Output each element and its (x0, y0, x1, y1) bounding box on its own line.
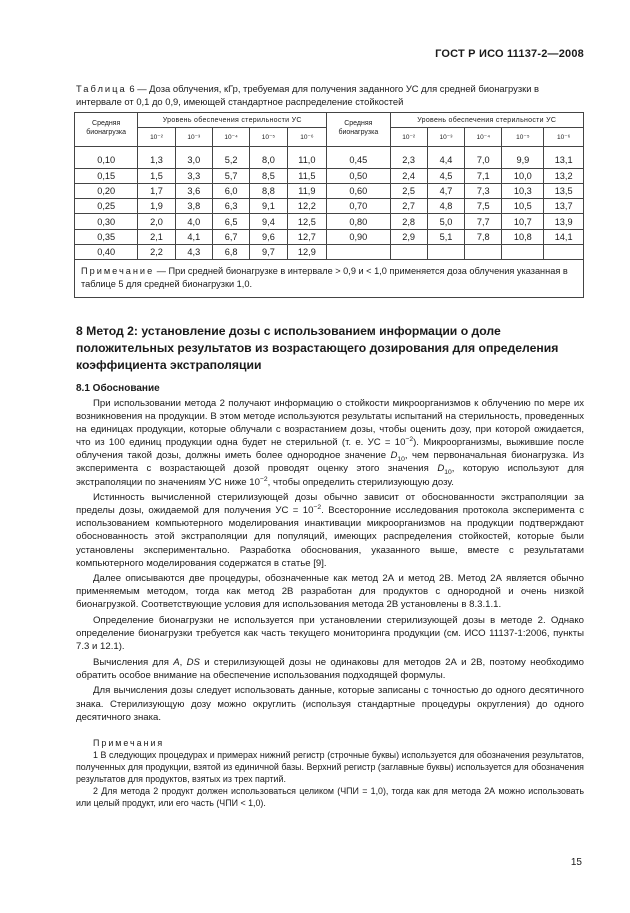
paragraph: Далее описываются две процедуры, обозначенные как метод 2А и метод 2В. Метод 2А является обычно применяемым методом, тогда как метод 2В разработан для продуктов с однородной и очень низкой бионагрузкой. Соответствующие условия для использования метода 2В установлены в 8.3.1.1. (76, 573, 584, 611)
notes-heading: Примечания (93, 738, 165, 748)
dose-cell: 6,5 (212, 214, 249, 229)
dose-cell: 2,9 (390, 229, 427, 244)
dose-cell: 13,2 (544, 168, 584, 183)
sal-power-cell: 10⁻² (390, 128, 427, 147)
sal-power-cell: 10⁻⁴ (212, 128, 249, 147)
dose-cell: 7,3 (465, 183, 502, 198)
note-1: 1 В следующих процедурах и примерах нижний регистр (строчные буквы) используется для обозначения результатов, полученных для продукции, взятой из единичной базы. Верхний регистр (заглавные буквы) используется для обозначения результатов для продуктов, взятых из трех партий. (76, 750, 584, 784)
dose-cell: 6,8 (212, 245, 249, 260)
dose-cell: 6,3 (212, 199, 249, 214)
paragraph: При использовании метода 2 получают информацию о стойкости микроорганизмов к облучению по мере их возникновения на продукции. В этом методе используются результаты испытаний на стерильность, проведенных на единицах продукции, которые облучали с возрастанием дозы, чтобы оценить дозу, при которой ожидается, что из 100 единиц продукции одна будет не стерильной (т. е. УС = $10^{-2}$). Микроорганизмы, выжившие после облучения такой дозы, должны иметь более однородное значение $D_{10}$, чем первоначальная бионагрузка. Из эксперимента с возрастающей дозой проводят оценку этого значения $D_{10}$, которую используют для экстраполяции по значениям УС ниже $10^{-2}$, чтобы определить стерилизующую дозу. (76, 398, 584, 488)
dose-cell: 2,2 (138, 245, 175, 260)
bioburden-cell: 0,15 (75, 168, 138, 183)
dose-cell: 12,9 (287, 245, 327, 260)
dose-cell: 5,1 (427, 229, 464, 244)
col-header-bioburden-right: Средняя бионагрузка (327, 113, 390, 147)
dose-cell: 1,7 (138, 183, 175, 198)
dose-cell: 2,4 (390, 168, 427, 183)
dose-cell: 8,0 (250, 147, 287, 168)
empty-cell (502, 245, 544, 260)
dose-cell: 9,9 (502, 147, 544, 168)
dose-cell: 4,3 (175, 245, 212, 260)
sal-power-cell: 10⁻⁶ (287, 128, 327, 147)
empty-cell (465, 245, 502, 260)
dose-cell: 7,0 (465, 147, 502, 168)
table-row (75, 245, 584, 260)
dose-cell: 10,3 (502, 183, 544, 198)
notes-block (76, 737, 584, 809)
bioburden-cell: 0,70 (327, 199, 390, 214)
dose-cell: 13,7 (544, 199, 584, 214)
table-row (75, 199, 584, 214)
paragraph: Истинность вычисленной стерилизующей дозы обычно зависит от обоснованности экстраполяции за пределы дозы, ожидаемой для получения УС = $10^{-2}$. Всесторонние исследования протокола эксперимента с использованием компьютерного моделирования инактивации микроорганизмов на продукции подтверждают обоснованность этой экстраполяции для популяций, имеющих распределения стойкостей, которые были установлены экспериментально. Разработка обоснования, указанного выше, вместе с результатами компьютерного моделирования содержатся в статье [9]. (76, 492, 585, 569)
dose-cell: 4,4 (427, 147, 464, 168)
dose-cell: 14,1 (544, 229, 584, 244)
dose-cell: 1,9 (138, 199, 175, 214)
dose-table (74, 112, 584, 298)
dose-cell: 9,1 (250, 199, 287, 214)
dose-cell: 9,6 (250, 229, 287, 244)
dose-cell: 2,5 (390, 183, 427, 198)
dose-cell: 9,4 (250, 214, 287, 229)
note-2: 2 Для метода 2 продукт должен использоваться целиком (ЧПИ = 1,0), тогда как для метода 2А можно использовать или целый продукт, или его часть (ЧПИ < 1,0). (76, 786, 584, 808)
empty-cell (390, 245, 427, 260)
section-8-1-title: 8.1 Обоснование (76, 383, 160, 394)
dose-cell: 2,0 (138, 214, 175, 229)
paragraph: Определение бионагрузки не используется при установлении стерилизующей дозы в методе 2. Однако определение бионагрузки требуется как часть текущего мониторинга продукции (см. ИСО 11137-1:2006, пункты 7.3 и 12.1). (76, 615, 584, 653)
dose-cell: 4,0 (175, 214, 212, 229)
bioburden-cell: 0,90 (327, 229, 390, 244)
dose-cell: 3,3 (175, 168, 212, 183)
dose-cell: 1,5 (138, 168, 175, 183)
table-caption (76, 82, 586, 108)
dose-cell: 10,0 (502, 168, 544, 183)
dose-cell: 4,7 (427, 183, 464, 198)
dose-cell: 10,8 (502, 229, 544, 244)
dose-cell: 4,8 (427, 199, 464, 214)
dose-cell: 8,5 (250, 168, 287, 183)
dose-cell: 12,2 (287, 199, 327, 214)
table-note-word: Примечание (81, 266, 155, 277)
dose-table-grid (74, 112, 584, 298)
sal-power-cell: 10⁻³ (427, 128, 464, 147)
dose-cell: 7,1 (465, 168, 502, 183)
dose-cell: 3,0 (175, 147, 212, 168)
dose-cell: 2,7 (390, 199, 427, 214)
table-row (75, 214, 584, 229)
dose-cell: 10,7 (502, 214, 544, 229)
dose-cell: 8,8 (250, 183, 287, 198)
bioburden-cell: 0,40 (75, 245, 138, 260)
dose-cell: 2,1 (138, 229, 175, 244)
dose-cell: 12,7 (287, 229, 327, 244)
paragraph: Вычисления для A, DS и стерилизующей дозы не одинаковы для методов 2А и 2В, поэтому необходимо обратить особое внимание на обеспечение использования подходящей формулы. (76, 656, 584, 681)
dose-cell: 4,1 (175, 229, 212, 244)
dose-cell: 2,3 (390, 147, 427, 168)
bioburden-cell: 0,30 (75, 214, 138, 229)
dose-cell: 3,8 (175, 199, 212, 214)
sal-power-cell: 10⁻⁶ (544, 128, 584, 147)
dose-cell: 11,5 (287, 168, 327, 183)
dose-cell: 9,7 (250, 245, 287, 260)
bioburden-cell: 0,60 (327, 183, 390, 198)
dose-cell: 5,2 (212, 147, 249, 168)
sal-power-cell: 10⁻⁵ (502, 128, 544, 147)
table-row (75, 183, 584, 198)
paragraph: Для вычисления дозы следует использовать данные, которые записаны с точностью до одного десятичного знака. Стерилизующую дозу можно округлить (используя стандартные процедуры округления) до одного десятичного знака. (76, 685, 584, 723)
dose-cell: 1,3 (138, 147, 175, 168)
table-row (75, 229, 584, 244)
empty-cell (327, 245, 390, 260)
empty-cell (544, 245, 584, 260)
bioburden-cell: 0,45 (327, 147, 390, 168)
dose-cell: 7,7 (465, 214, 502, 229)
dose-cell: 7,8 (465, 229, 502, 244)
dose-cell: 13,1 (544, 147, 584, 168)
dose-cell: 13,5 (544, 183, 584, 198)
section-8-1-body (76, 397, 584, 724)
empty-cell (427, 245, 464, 260)
dose-cell: 11,9 (287, 183, 327, 198)
table-note-text: — При средней бионагрузке в интервале > 0,9 и < 1,0 применяется доза облучения указанная в таблице 5 для средней бионагрузки 1,0. (81, 266, 568, 290)
page-number: 15 (570, 857, 582, 868)
table-caption-word: Таблица (76, 83, 127, 94)
bioburden-cell: 0,25 (75, 199, 138, 214)
dose-cell: 4,5 (427, 168, 464, 183)
dose-cell: 12,5 (287, 214, 327, 229)
dose-cell: 5,0 (427, 214, 464, 229)
col-header-bioburden-left: Средняя бионагрузка (75, 113, 138, 147)
sal-power-cell: 10⁻⁴ (465, 128, 502, 147)
bioburden-cell: 0,20 (75, 183, 138, 198)
dose-cell: 2,8 (390, 214, 427, 229)
sal-power-cell: 10⁻³ (175, 128, 212, 147)
col-header-sal-left: Уровень обеспечения стерильности УС (138, 113, 327, 128)
col-header-sal-right: Уровень обеспечения стерильности УС (390, 113, 584, 128)
table-row (75, 168, 584, 183)
table-row (75, 147, 584, 168)
document-header: ГОСТ Р ИСО 11137-2—2008 (435, 48, 584, 60)
bioburden-cell: 0,80 (327, 214, 390, 229)
dose-cell: 11,0 (287, 147, 327, 168)
bioburden-cell: 0,10 (75, 147, 138, 168)
bioburden-cell: 0,35 (75, 229, 138, 244)
bioburden-cell: 0,50 (327, 168, 390, 183)
sal-power-cell: 10⁻² (138, 128, 175, 147)
section-8-title: 8 Метод 2: установление дозы с использованием информации о доле положительных результатов из возрастающего дозирования для определения коэффициента экстраполяции (76, 324, 559, 372)
dose-cell: 5,7 (212, 168, 249, 183)
dose-cell: 7,5 (465, 199, 502, 214)
dose-cell: 10,5 (502, 199, 544, 214)
table-caption-number: 6 (129, 83, 135, 94)
table-note (75, 260, 584, 298)
dose-cell: 6,0 (212, 183, 249, 198)
sal-power-cell: 10⁻⁵ (250, 128, 287, 147)
table-caption-text: — Доза облучения, кГр, требуемая для получения заданного УС для средней бионагрузки в интервале от 0,1 до 0,9, имеющей стандартное распределение стойкостей (76, 83, 540, 107)
dose-cell: 3,6 (175, 183, 212, 198)
dose-cell: 13,9 (544, 214, 584, 229)
dose-cell: 6,7 (212, 229, 249, 244)
